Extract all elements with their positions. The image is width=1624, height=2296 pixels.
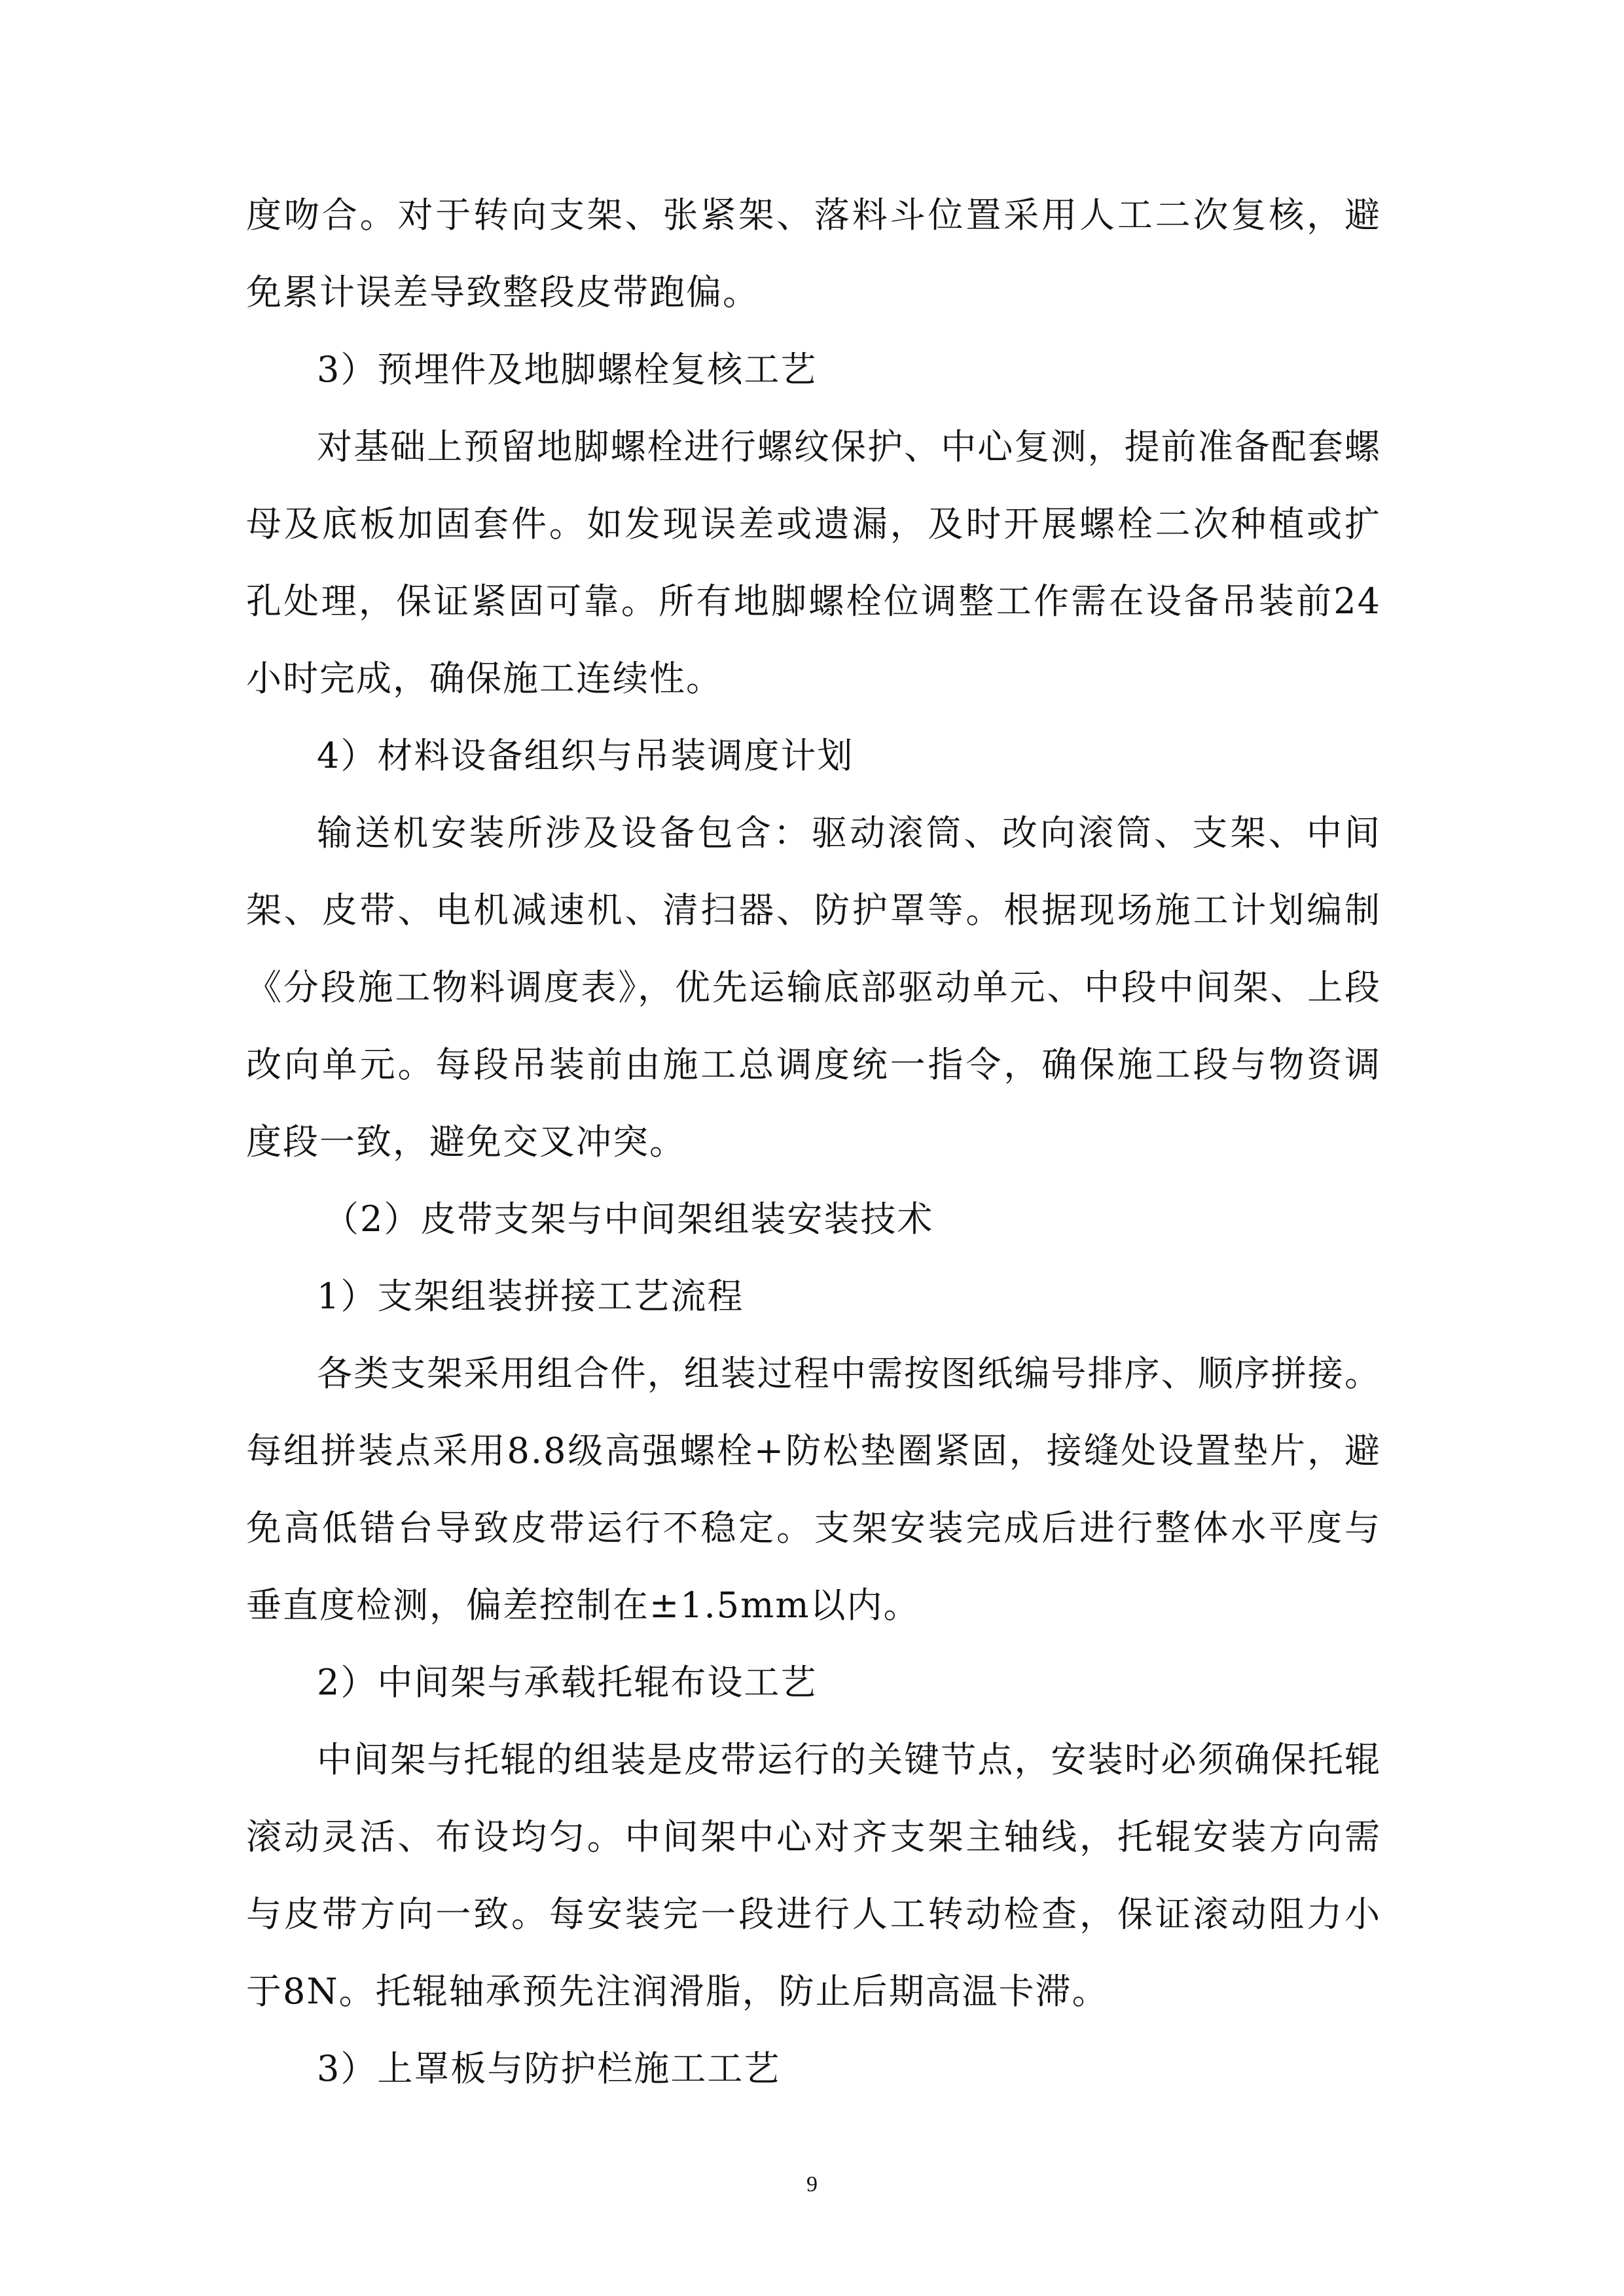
page-body [246, 177, 1381, 2108]
paragraph-anchor-bolts: 对基础上预留地脚螺栓进行螺纹保护、中心复测，提前准备配套螺母及底板加固套件。如发现误差或遗漏，及时开展螺栓二次种植或扩孔处理，保证紧固可靠。所有地脚螺栓位调整工作需在设备吊装前24小时完成，确保施工连续性。 [246, 426, 1381, 699]
paragraph-idler-layout: 中间架与托辊的组装是皮带运行的关键节点，安装时必须确保托辊滚动灵活、布设均匀。中间架中心对齐支架主轴线，托辊安装方向需与皮带方向一致。每安装完一段进行人工转动检查，保证滚动阻力小于8N。托辊轴承预先注润滑脂，防止后期高温卡滞。 [246, 1739, 1381, 2012]
page-number: 9 [806, 2172, 818, 2197]
section-heading-material-dispatch: 4）材料设备组织与吊装调度计划 [317, 735, 854, 776]
paragraph-bracket-assembly: 各类支架采用组合件，组装过程中需按图纸编号排序、顺序拼接。每组拼装点采用8.8级高强螺栓+防松垫圈紧固，接缝处设置垫片，避免高低错台导致皮带运行不稳定。支架安装完成后进行整体水平度与垂直度检测，偏差控制在±1.5mm以内。 [246, 1353, 1381, 1626]
section-heading-embedded-parts: 3）预埋件及地脚螺栓复核工艺 [317, 349, 818, 390]
paragraph-equipment-list: 输送机安装所涉及设备包含：驱动滚筒、改向滚筒、支架、中间架、皮带、电机减速机、清扫器、防护罩等。根据现场施工计划编制《分段施工物料调度表》，优先运输底部驱动单元、中段中间架、上段改向单元。每段吊装前由施工总调度统一指令，确保施工段与物资调度段一致，避免交叉冲突。 [246, 812, 1381, 1162]
paragraph-continuation: 度吻合。对于转向支架、张紧架、落料斗位置采用人工二次复核，避免累计误差导致整段皮带跑偏。 [246, 194, 1381, 313]
section-heading-cover-guardrail: 3）上罩板与防护栏施工工艺 [317, 2048, 781, 2089]
chapter-heading-bracket-assembly: （2）皮带支架与中间架组装安装技术 [323, 1198, 934, 1240]
section-heading-idler-layout: 2）中间架与承载托辊布设工艺 [317, 1662, 818, 1703]
section-heading-bracket-process: 1）支架组装拼接工艺流程 [317, 1276, 744, 1317]
